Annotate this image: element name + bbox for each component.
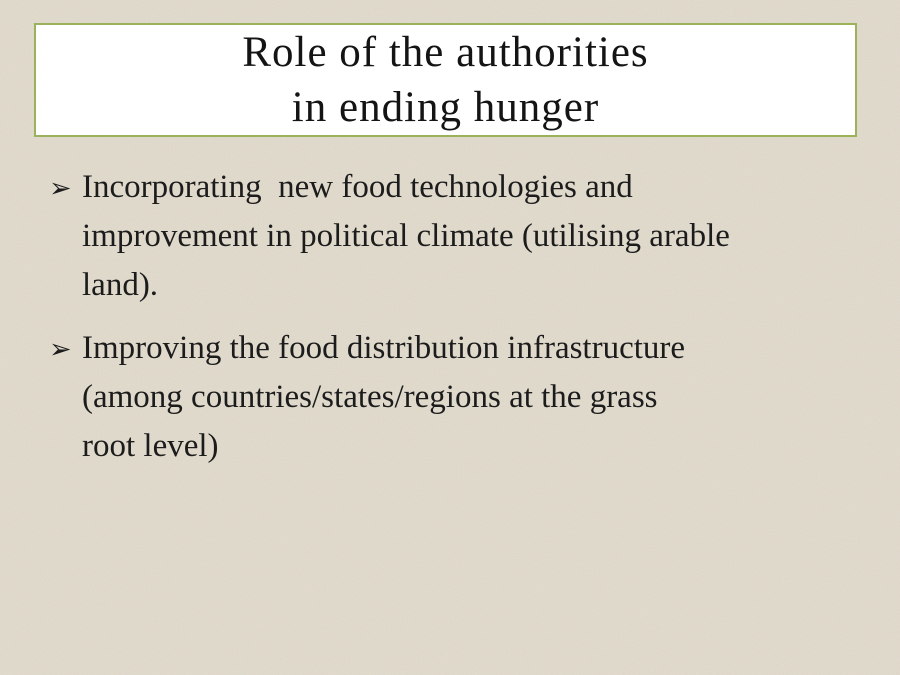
slide-title-line-2: in ending hunger xyxy=(291,84,600,131)
bullet-1-line-1: Incorporating new food technologies and xyxy=(82,169,633,205)
slide-title-line-1: Role of the authorities xyxy=(242,29,649,76)
bullet-1-line-2: improvement in political climate (utilising arable xyxy=(82,218,730,254)
slide-title xyxy=(242,25,648,135)
bullet-item-2 xyxy=(49,324,844,471)
bullet-2-line-3: root level) xyxy=(82,428,219,464)
bullet-2-line-2: (among countries/states/regions at the grass xyxy=(82,379,658,415)
slide-title-box xyxy=(34,23,857,137)
bullet-item-1 xyxy=(49,163,844,310)
arrow-bullet-icon: ➢ xyxy=(49,173,72,204)
bullet-1-line-3: land). xyxy=(82,267,159,303)
bullet-list xyxy=(49,163,844,485)
arrow-bullet-icon: ➢ xyxy=(49,334,72,365)
bullet-2-line-1: Improving the food distribution infrastructure xyxy=(82,330,686,366)
